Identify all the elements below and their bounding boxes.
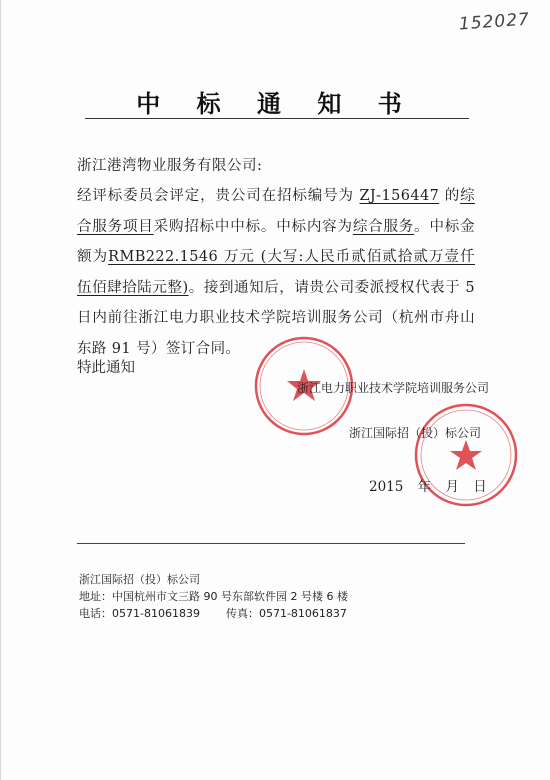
- footer-company: 浙江国际招（投）标公司: [79, 573, 200, 586]
- title-divider: [85, 118, 469, 119]
- footer-address: 地址：中国杭州市文三路 90 号东部软件园 2 号楼 6 楼: [79, 590, 348, 603]
- page-title: 中 标 通 知 书: [136, 89, 416, 118]
- footer: [79, 571, 348, 622]
- body-text-3: 采购招标中中标。中标内容为: [153, 218, 353, 235]
- award-content: 综合服务: [352, 218, 415, 235]
- handwritten-number: 152027: [458, 9, 531, 35]
- footer-contacts: [79, 605, 348, 622]
- body-text-2: 的: [439, 188, 461, 204]
- body-text-5: 。接到通知后，请贵公司委派授权代表于 5 日内前往浙江电力职业技术学院培训服务公司（杭州市舟山东路 91 号）签订合同。: [77, 279, 475, 357]
- footer-divider: [77, 543, 465, 544]
- issue-date: 2015 年 月 日: [369, 479, 487, 495]
- footer-fax: 传真：0571-81061837: [225, 607, 347, 620]
- footer-phone: 电话：0571-81061839: [79, 607, 200, 620]
- award-amount: RMB222.1546 万元 (大写:人民币贰佰贰拾贰万壹仟伍佰肆拾陆元整): [77, 249, 475, 296]
- signatory-2: 浙江国际招（投）标公司: [349, 426, 482, 440]
- addressee: 浙江港湾物业服务有限公司:: [77, 158, 263, 174]
- project-code: ZJ-156447: [359, 188, 440, 204]
- signatory-1: 浙江电力职业技术学院培训服务公司: [297, 381, 490, 395]
- project-name: 综合服务项目: [77, 188, 475, 235]
- body-text-1: 经评标委员会评定，贵公司在招标编号为: [77, 188, 360, 204]
- body-text-4: 。中标金额为: [77, 218, 475, 265]
- special-notice: 特此通知: [77, 360, 135, 376]
